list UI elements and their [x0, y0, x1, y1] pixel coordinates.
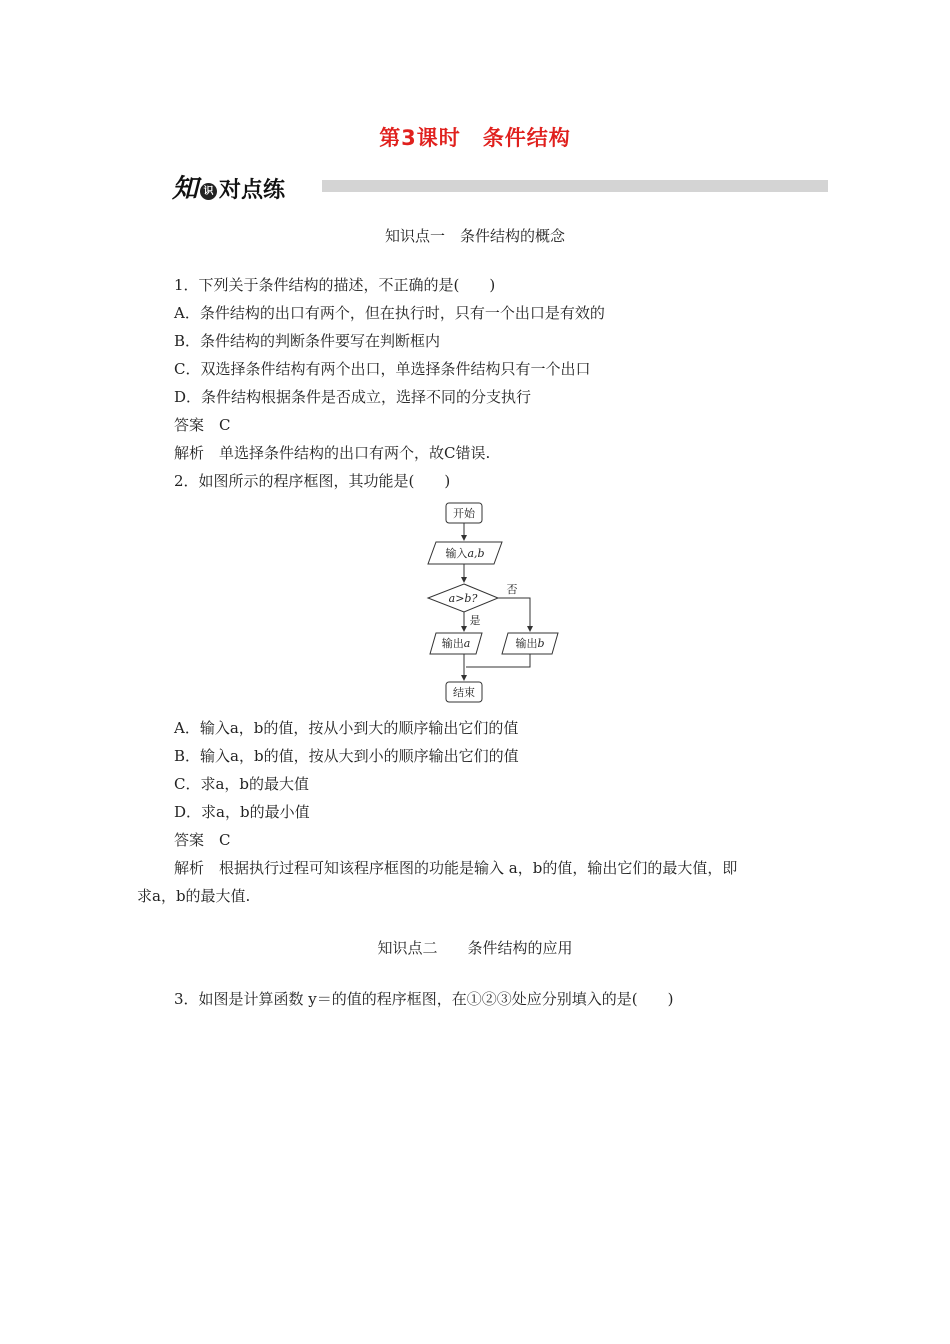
q2-option-c: C．求a，b的最大值 [174, 775, 310, 793]
svg-text:输出b [515, 636, 544, 650]
practice-banner [172, 168, 832, 202]
q2-option-a: A．输入a，b的值，按从小到大的顺序输出它们的值 [174, 719, 519, 737]
q2-answer: 答案 C [174, 831, 231, 849]
banner-logo-badge: 识 [200, 183, 217, 200]
flow-no-label: 否 [506, 583, 518, 596]
section-heading-1: 知识点一 条件结构的概念 [384, 227, 565, 245]
q1-option-b: B．条件结构的判断条件要写在判断框内 [174, 332, 441, 350]
flow-out-b-prefix: 输出 [515, 637, 538, 650]
q1-analysis: 解析 单选择条件结构的出口有两个，故C错误. [174, 444, 491, 462]
flow-start-label: 开始 [453, 507, 475, 520]
q2-stem: 2．如图所示的程序框图，其功能是( ) [174, 472, 451, 490]
q2-analysis-line1: 解析 根据执行过程可知该程序框图的功能是输入 a，b的值，输出它们的最大值，即 [174, 859, 738, 877]
q1-option-a: A．条件结构的出口有两个，但在执行时，只有一个出口是有效的 [174, 304, 605, 322]
banner-logo-text: 对点练 [219, 178, 286, 203]
q2-option-d: D．求a，b的最小值 [174, 803, 310, 821]
flow-input-vars: a,b [467, 547, 485, 560]
q3-stem: 3．如图是计算函数 y＝的值的程序框图，在①②③处应分别填入的是( ) [174, 990, 674, 1008]
page-title: 第3课时 条件结构 [379, 126, 571, 150]
svg-text:输入a,b [445, 546, 484, 560]
section-heading-2: 知识点二 条件结构的应用 [377, 939, 573, 957]
q2-analysis-line2: 求a，b的最大值. [137, 887, 251, 905]
banner-bar [322, 180, 828, 192]
flow-input-prefix: 输入 [445, 547, 468, 560]
banner-logo-char: 知 [172, 174, 199, 204]
flow-yes-label: 是 [469, 614, 481, 627]
q1-answer: 答案 C [174, 416, 231, 434]
flow-out-b-var: b [537, 637, 545, 650]
banner-logo [172, 168, 285, 205]
flow-end-label: 结束 [453, 686, 475, 699]
flow-condition: a>b? [448, 592, 478, 605]
q2-option-b: B．输入a，b的值，按从大到小的顺序输出它们的值 [174, 747, 519, 765]
q1-option-c: C．双选择条件结构有两个出口，单选择条件结构只有一个出口 [174, 360, 591, 378]
flowchart [420, 500, 570, 705]
q1-stem: 1．下列关于条件结构的描述，不正确的是( ) [174, 276, 496, 294]
flow-out-a-prefix: 输出 [441, 637, 464, 650]
flow-out-a-var: a [463, 637, 471, 650]
q1-option-d: D．条件结构根据条件是否成立，选择不同的分支执行 [174, 388, 532, 406]
svg-text:输出a [442, 636, 471, 650]
